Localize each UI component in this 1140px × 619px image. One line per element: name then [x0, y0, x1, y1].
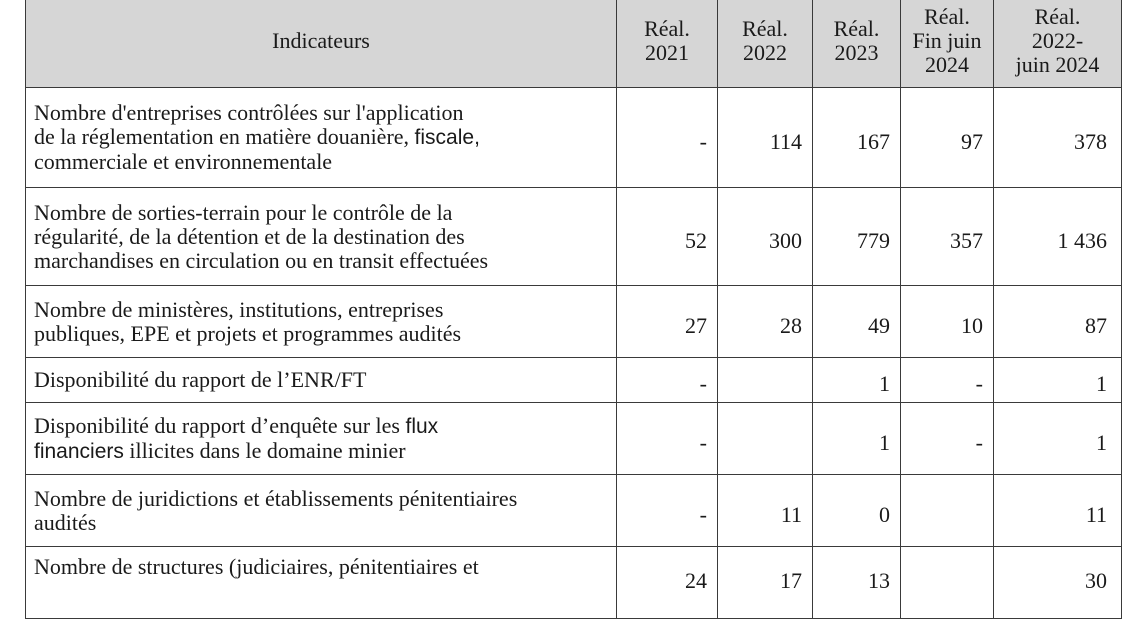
value-cell: - — [901, 358, 994, 403]
value-cell: 11 — [994, 475, 1122, 547]
value-cell: 11 — [718, 475, 813, 547]
indicator-cell: Disponibilité du rapport de l’ENR/FT — [26, 358, 617, 403]
value-cell: 97 — [901, 88, 994, 188]
value-cell: 1 — [813, 403, 901, 475]
value-cell: 13 — [813, 547, 901, 619]
value-cell: 30 — [994, 547, 1122, 619]
value-cell: 1 — [994, 358, 1122, 403]
value-cell: 0 — [813, 475, 901, 547]
value-cell: - — [617, 358, 718, 403]
header-row — [26, 0, 1122, 88]
value-cell: 10 — [901, 286, 994, 358]
value-cell — [901, 547, 994, 619]
value-cell: 357 — [901, 188, 994, 286]
value-cell: 1 436 — [994, 188, 1122, 286]
indicator-cell: Nombre de structures (judiciaires, pénitentiaires et — [26, 547, 617, 619]
table-row — [26, 403, 1122, 475]
value-cell: - — [617, 88, 718, 188]
header-indicateurs: Indicateurs — [26, 0, 617, 88]
indicator-cell: Disponibilité du rapport d’enquête sur les flux financiers illicites dans le domaine minier — [26, 403, 617, 475]
table-row — [26, 358, 1122, 403]
table-row — [26, 88, 1122, 188]
value-cell — [718, 358, 813, 403]
table-row — [26, 547, 1122, 619]
value-cell: 52 — [617, 188, 718, 286]
value-cell: 1 — [994, 403, 1122, 475]
value-cell: 27 — [617, 286, 718, 358]
value-cell: - — [617, 475, 718, 547]
indicator-cell: Nombre de sorties-terrain pour le contrôle de la régularité, de la détention et de la destination des marchandises en circulation ou en transit effectuées — [26, 188, 617, 286]
value-cell: 300 — [718, 188, 813, 286]
indicator-cell: Nombre de juridictions et établissements pénitentiaires audités — [26, 475, 617, 547]
header-real-fin-juin-2024: Réal. Fin juin 2024 — [901, 0, 994, 88]
value-cell: 24 — [617, 547, 718, 619]
header-real-2022: Réal. 2022 — [718, 0, 813, 88]
value-cell — [718, 403, 813, 475]
table-row — [26, 188, 1122, 286]
value-cell: 114 — [718, 88, 813, 188]
value-cell: 87 — [994, 286, 1122, 358]
value-cell: 17 — [718, 547, 813, 619]
header-real-2022-juin-2024: Réal. 2022- juin 2024 — [994, 0, 1122, 88]
value-cell: 378 — [994, 88, 1122, 188]
indicators-table — [25, 0, 1122, 619]
header-real-2023: Réal. 2023 — [813, 0, 901, 88]
table-row — [26, 286, 1122, 358]
table-row — [26, 475, 1122, 547]
value-cell: 167 — [813, 88, 901, 188]
value-cell: - — [901, 403, 994, 475]
value-cell — [901, 475, 994, 547]
value-cell: 49 — [813, 286, 901, 358]
indicator-cell: Nombre de ministères, institutions, entreprises publiques, EPE et projets et programmes audités — [26, 286, 617, 358]
value-cell: - — [617, 403, 718, 475]
header-real-2021: Réal. 2021 — [617, 0, 718, 88]
value-cell: 28 — [718, 286, 813, 358]
value-cell: 779 — [813, 188, 901, 286]
indicator-cell: Nombre d'entreprises contrôlées sur l'application de la réglementation en matière douanière, fiscale, commerciale et environnementale — [26, 88, 617, 188]
value-cell: 1 — [813, 358, 901, 403]
